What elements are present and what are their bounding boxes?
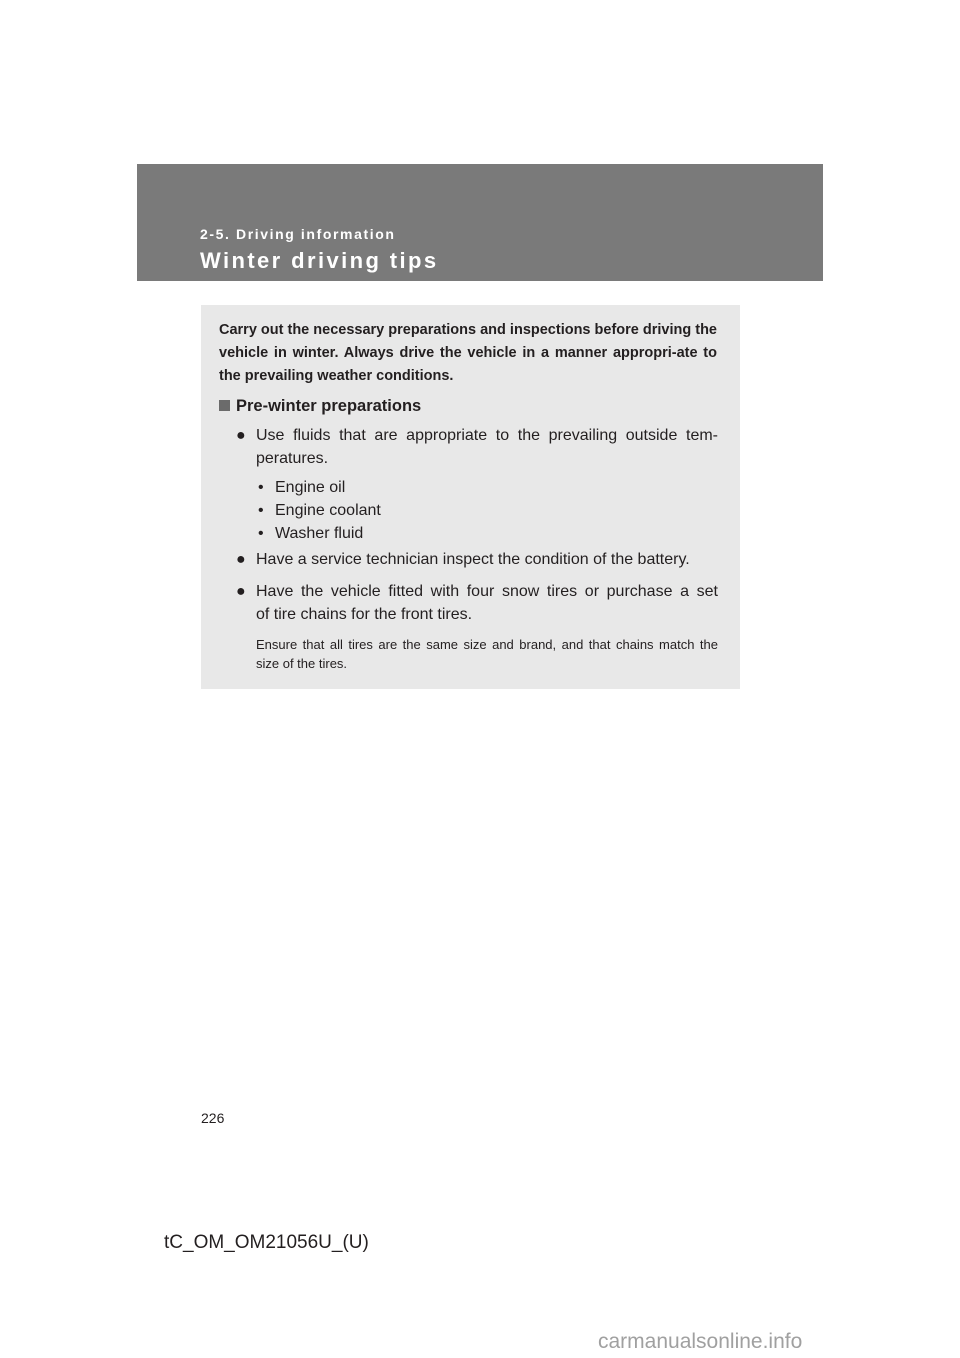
chapter-header (137, 164, 823, 281)
fluid-label: Engine coolant (275, 502, 381, 519)
circle-bullet-icon: ● (236, 551, 246, 568)
bullet-battery: Have a service technician inspect the condition of the battery. (256, 551, 690, 568)
bullet-tires-line1: Have the vehicle fitted with four snow tires or purchase a set (256, 583, 718, 600)
list-item: • Engine coolant (258, 502, 381, 519)
bullet-fluids-line1: Use fluids that are appropriate to the prevailing outside tem- (256, 427, 718, 444)
fluid-label: Engine oil (275, 479, 346, 496)
circle-bullet-icon: ● (236, 583, 246, 600)
content-box (201, 305, 740, 689)
list-item: • Washer fluid (258, 525, 364, 542)
section-label: 2-5. Driving information (200, 226, 396, 242)
intro-text: Carry out the necessary preparations and inspections before driving the vehicle in winter. Always drive the vehicle in a manner appropri-ate to the prevailing weather conditions. (219, 322, 717, 384)
footer-code: tC_OM_OM21056U_(U) (164, 1232, 369, 1253)
page-number: 226 (201, 1110, 225, 1126)
fluid-label: Washer fluid (275, 525, 364, 542)
page-title: Winter driving tips (200, 248, 439, 273)
list-item: • Engine oil (258, 479, 346, 496)
circle-bullet-icon: ● (236, 427, 246, 444)
note-text: Ensure that all tires are the same size and brand, and that chains match the size of the tires. (256, 637, 718, 671)
watermark: carmanualsonline.info (598, 1330, 803, 1353)
subheading (219, 397, 421, 416)
bullet-tires-line2: of tire chains for the front tires. (256, 606, 473, 623)
subheading-label: Pre-winter preparations (236, 397, 422, 415)
square-bullet-icon (219, 400, 230, 411)
bullet-fluids-line2: peratures. (256, 450, 329, 467)
